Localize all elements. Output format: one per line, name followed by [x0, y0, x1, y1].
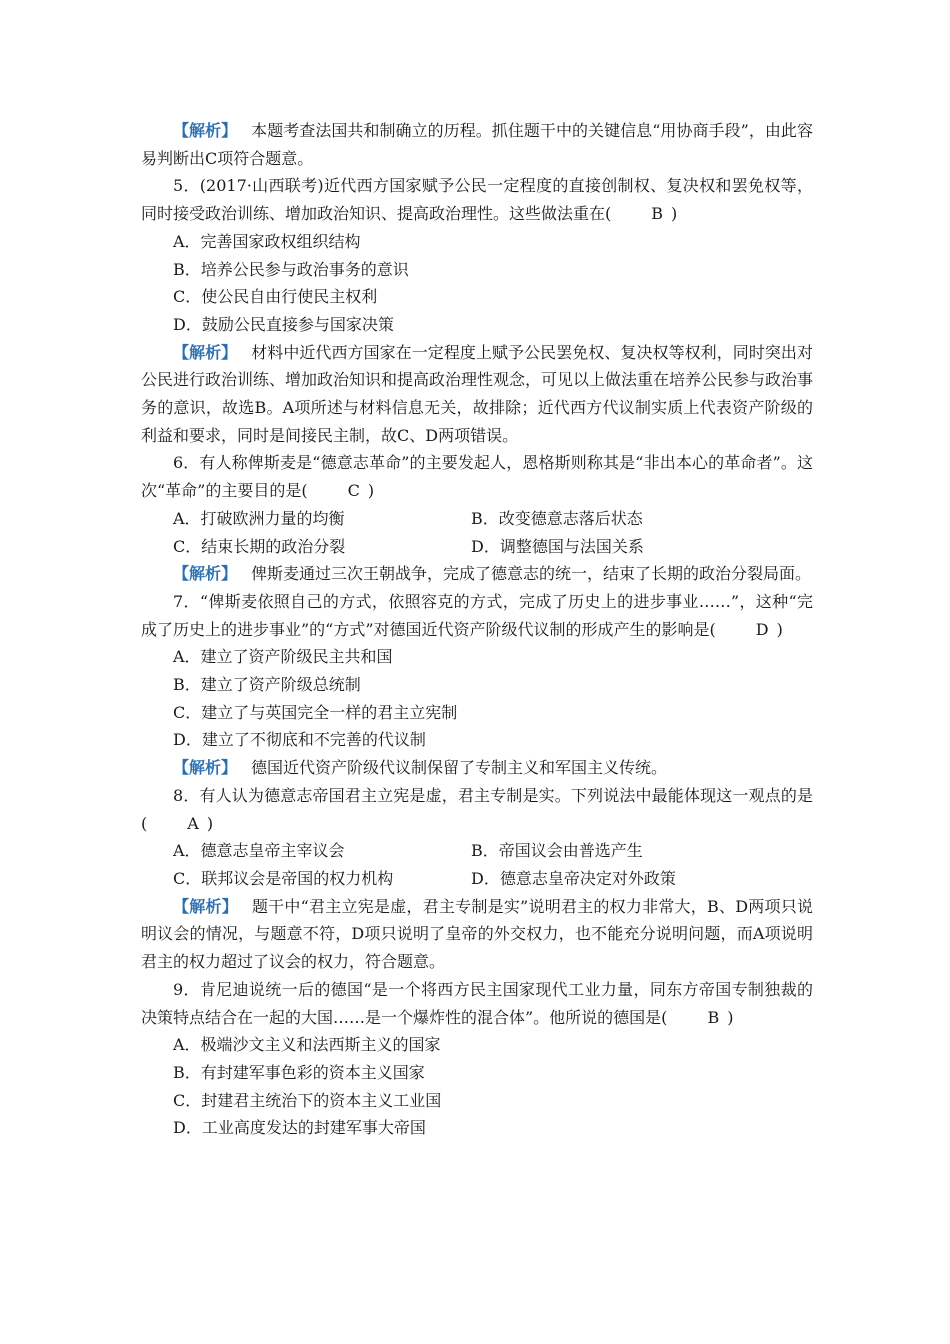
analysis-tag: 【解析】	[173, 758, 238, 778]
analysis-tag: 【解析】	[173, 896, 238, 916]
analysis-text: 俾斯麦通过三次王朝战争，完成了德意志的统一，结束了长期的政治分裂局面。	[251, 564, 812, 584]
paren-close: )	[727, 1007, 734, 1027]
option-a: A．打破欧洲力量的均衡	[173, 508, 345, 528]
analysis-paragraph-q7	[141, 754, 813, 782]
question-text: 7．“俾斯麦依照自己的方式，依照容克的方式，完成了历史上的进步事业……”，这种“完成了历史上的进步事业”的“方式”对德国近代资产阶级代议制的形成产生的影响是(	[141, 591, 813, 639]
option-c: C．封建君主统治下的资本主义工业国	[173, 1090, 442, 1110]
option-c: C．建立了与英国完全一样的君主立宪制	[173, 702, 458, 722]
options-row	[141, 837, 813, 865]
options-row	[141, 865, 813, 893]
option-a: A．建立了资产阶级民主共和国	[173, 647, 393, 667]
document-page	[141, 117, 813, 1142]
analysis-text: 德国近代资产阶级代议制保留了专制主义和军国主义传统。	[251, 758, 668, 778]
question-9-stem	[141, 976, 813, 1031]
option-b: B．有封建军事色彩的资本主义国家	[173, 1062, 425, 1082]
analysis-paragraph-q4	[141, 117, 813, 172]
option-a: A．完善国家政权组织结构	[173, 231, 361, 251]
option-b: B．帝国议会由普选产生	[471, 841, 643, 861]
question-7-stem	[141, 588, 813, 643]
paren-close: )	[367, 481, 375, 501]
option-a: A．德意志皇帝主宰议会	[173, 841, 345, 861]
analysis-tag: 【解析】	[173, 121, 238, 140]
option-d: D．鼓励公民直接参与国家决策	[173, 314, 394, 334]
option-c: C．使公民自由行使民主权利	[173, 287, 378, 307]
option-a: A．极端沙文主义和法西斯主义的国家	[173, 1035, 441, 1055]
analysis-paragraph-q5	[141, 339, 813, 450]
answer-letter: D	[755, 619, 769, 639]
paren-close: )	[671, 204, 678, 224]
option-d: D．调整德国与法国关系	[471, 536, 644, 556]
question-5-stem	[141, 172, 813, 227]
question-8-stem	[141, 782, 813, 837]
question-text: 9．肯尼迪说统一后的德国“是一个将西方民主国家现代工业力量，同东方帝国专制独裁的决策特点结合在一起的大国……是一个爆炸性的混合体”。他所说的德国是(	[141, 979, 813, 1027]
paren-close: )	[776, 619, 783, 639]
options-row	[141, 505, 813, 533]
option-b: B．建立了资产阶级总统制	[173, 675, 361, 695]
analysis-text: 题干中“君主立宪是虚，君主专制是实”说明君主的权力非常大，B、D两项只说明议会的情况，与题意不符，D项只说明了皇帝的外交权力，也不能充分说明问题，而A项说明君主的权力超过了议会的权力，符合题意。	[141, 896, 813, 972]
option-c: C．联邦议会是帝国的权力机构	[173, 868, 394, 888]
option-d: D．建立了不彻底和不完善的代议制	[173, 730, 426, 750]
answer-letter: B	[651, 204, 664, 224]
answer-letter: C	[347, 481, 360, 501]
option-d: D．工业高度发达的封建军事大帝国	[173, 1118, 426, 1138]
analysis-paragraph-q8	[141, 893, 813, 976]
question-6-stem	[141, 449, 813, 504]
analysis-tag: 【解析】	[173, 342, 238, 362]
option-c: C．结束长期的政治分裂	[173, 536, 346, 556]
question-text: 6．有人称俾斯麦是“德意志革命”的主要发起人，恩格斯则称其是“非出本心的革命者”。这次“革命”的主要目的是(	[141, 453, 813, 501]
analysis-tag: 【解析】	[173, 564, 238, 584]
option-d: D．德意志皇帝决定对外政策	[471, 868, 676, 888]
paren-close: )	[206, 813, 214, 833]
question-text: 5．(2017·山西联考)近代西方国家赋予公民一定程度的直接创制权、复决权和罢免权等，同时接受政治训练、增加政治知识、提高政治理性。这些做法重在(	[141, 176, 813, 224]
options-row	[141, 533, 813, 561]
analysis-paragraph-q6	[141, 560, 813, 588]
answer-letter: B	[707, 1007, 720, 1027]
question-text: 8．有人认为德意志帝国君主立宪是虚，君主专制是实。下列说法中最能体现这一观点的是(	[141, 785, 813, 833]
analysis-text: 材料中近代西方国家在一定程度上赋予公民罢免权、复决权等权利，同时突出对公民进行政治训练、增加政治知识和提高政治理性观念，可见以上做法重在培养公民参与政治事务的意识，故选B。A项所述与材料信息无关，故排除；近代西方代议制实质上代表资产阶级的利益和要求，同时是间接民主制，故C、D两项错误。	[141, 342, 814, 445]
analysis-text: 本题考查法国共和制确立的历程。抓住题干中的关键信息“用协商手段”，由此容易判断出C项符合题意。	[141, 121, 813, 168]
option-b: B．改变德意志落后状态	[471, 508, 643, 528]
answer-letter: A	[187, 813, 199, 833]
option-b: B．培养公民参与政治事务的意识	[173, 259, 409, 279]
